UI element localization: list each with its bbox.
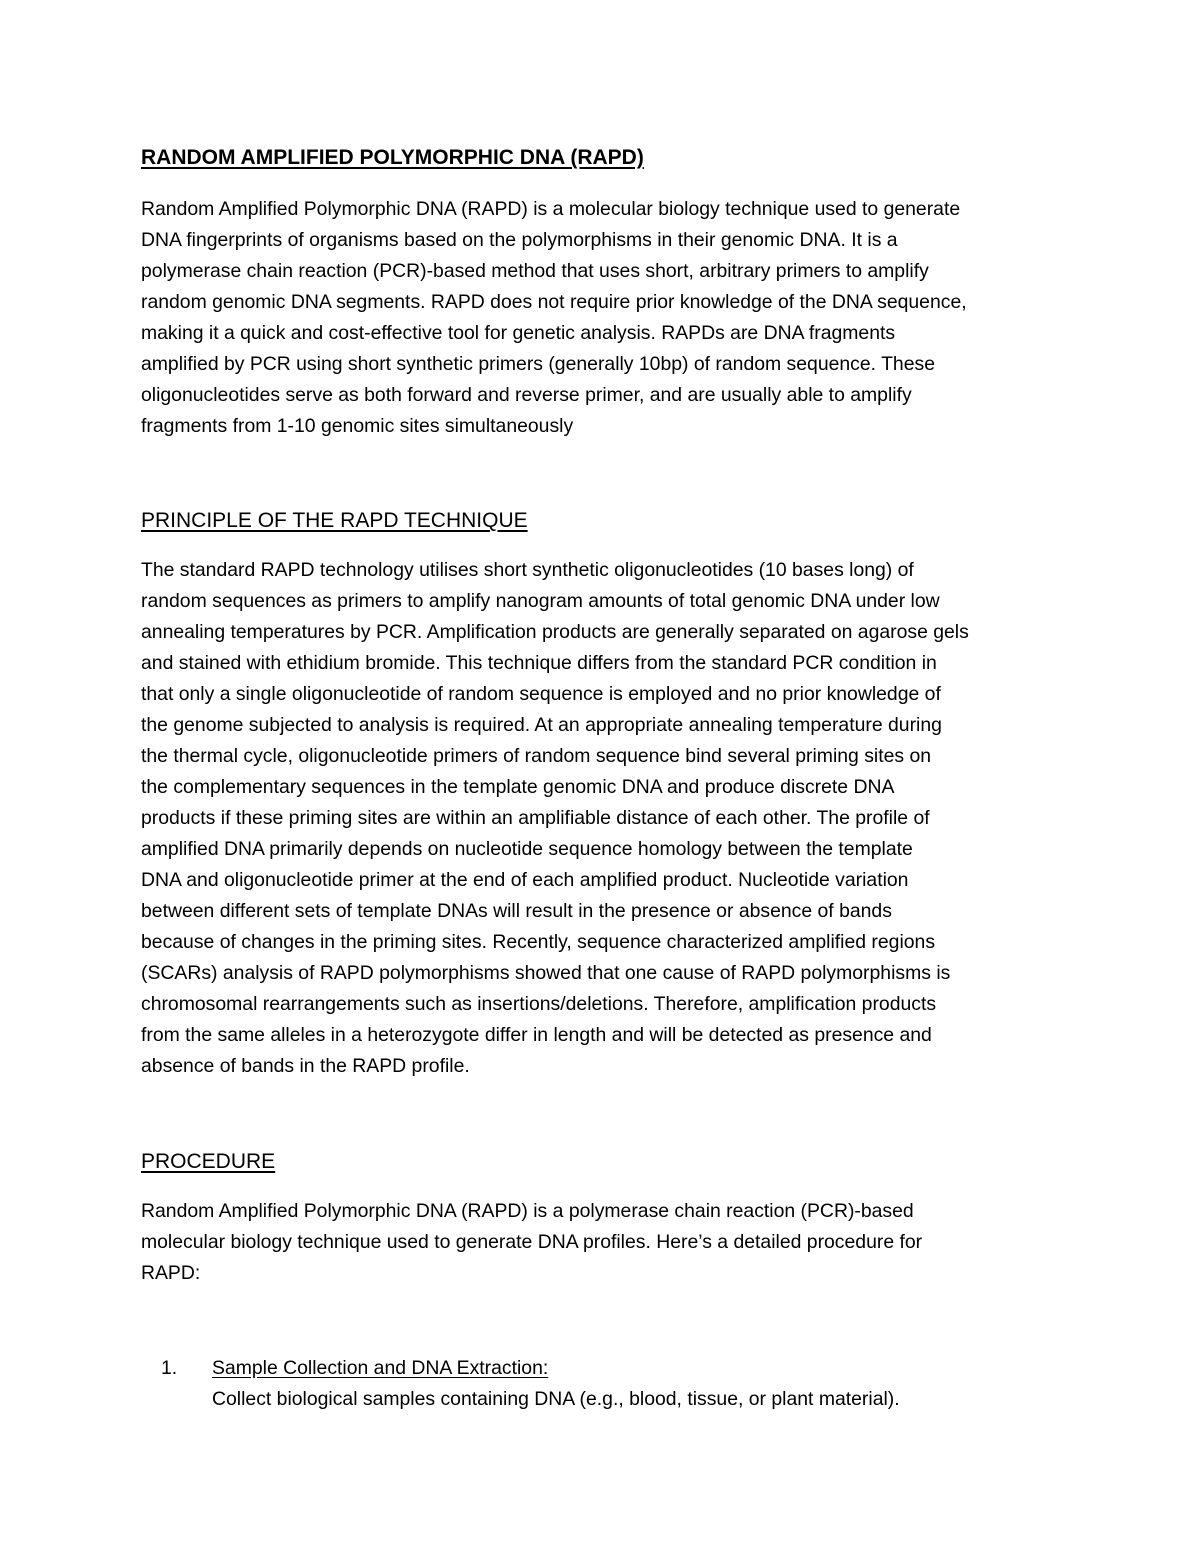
principle-line: (SCARs) analysis of RAPD polymorphisms showed that one cause of RAPD polymorphisms is bbox=[141, 962, 951, 984]
principle-line: The standard RAPD technology utilises short synthetic oligonucleotides (10 bases long) of bbox=[141, 559, 914, 581]
principle-paragraph bbox=[141, 555, 1051, 1082]
principle-line: products if these priming sites are within an amplifiable distance of each other. The profile of bbox=[141, 807, 930, 829]
intro-line: polymerase chain reaction (PCR)-based method that uses short, arbitrary primers to amplify bbox=[141, 260, 929, 282]
document-title: RANDOM AMPLIFIED POLYMORPHIC DNA (RAPD) bbox=[141, 146, 644, 169]
principle-line: because of changes in the priming sites. Recently, sequence characterized amplified regions bbox=[141, 931, 936, 953]
intro-line: oligonucleotides serve as both forward and reverse primer, and are usually able to amplify bbox=[141, 384, 912, 406]
step-description: Collect biological samples containing DNA (e.g., blood, tissue, or plant material). bbox=[212, 1388, 900, 1410]
principle-line: amplified DNA primarily depends on nucleotide sequence homology between the template bbox=[141, 838, 913, 860]
intro-line: random genomic DNA segments. RAPD does not require prior knowledge of the DNA sequence, bbox=[141, 291, 967, 313]
principle-line: and stained with ethidium bromide. This technique differs from the standard PCR condition in bbox=[141, 652, 937, 674]
principle-line: from the same alleles in a heterozygote differ in length and will be detected as presence and bbox=[141, 1024, 932, 1046]
step-title: Sample Collection and DNA Extraction: bbox=[212, 1357, 549, 1379]
procedure-steps-list bbox=[141, 1353, 1051, 1415]
principle-line: the genome subjected to analysis is required. At an appropriate annealing temperature during bbox=[141, 714, 942, 736]
intro-line: DNA fingerprints of organisms based on the polymorphisms in their genomic DNA. It is a bbox=[141, 229, 898, 251]
intro-paragraph bbox=[141, 194, 1051, 442]
principle-line: random sequences as primers to amplify nanogram amounts of total genomic DNA under low bbox=[141, 590, 940, 612]
procedure-paragraph bbox=[141, 1196, 1051, 1289]
intro-line: Random Amplified Polymorphic DNA (RAPD) is a molecular biology technique used to generate bbox=[141, 198, 961, 220]
principle-line: that only a single oligonucleotide of random sequence is employed and no prior knowledge of bbox=[141, 683, 941, 705]
procedure-heading: PROCEDURE bbox=[141, 1150, 276, 1173]
principle-line: the thermal cycle, oligonucleotide primers of random sequence bind several priming sites on bbox=[141, 745, 932, 767]
step-number: 1. bbox=[161, 1357, 178, 1379]
intro-line: amplified by PCR using short synthetic primers (generally 10bp) of random sequence. These bbox=[141, 353, 935, 375]
intro-line: fragments from 1-10 genomic sites simultaneously bbox=[141, 415, 574, 437]
procedure-line: RAPD: bbox=[141, 1262, 201, 1284]
principle-heading: PRINCIPLE OF THE RAPD TECHNIQUE bbox=[141, 509, 528, 532]
procedure-line: molecular biology technique used to generate DNA profiles. Here’s a detailed procedure for bbox=[141, 1231, 923, 1253]
principle-line: chromosomal rearrangements such as insertions/deletions. Therefore, amplification products bbox=[141, 993, 937, 1015]
procedure-line: Random Amplified Polymorphic DNA (RAPD) is a polymerase chain reaction (PCR)-based bbox=[141, 1200, 914, 1222]
principle-line: absence of bands in the RAPD profile. bbox=[141, 1055, 470, 1077]
intro-line: making it a quick and cost-effective tool for genetic analysis. RAPDs are DNA fragments bbox=[141, 322, 896, 344]
principle-line: DNA and oligonucleotide primer at the end of each amplified product. Nucleotide variation bbox=[141, 869, 909, 891]
principle-line: annealing temperatures by PCR. Amplification products are generally separated on agarose gels bbox=[141, 621, 969, 643]
principle-line: between different sets of template DNAs will result in the presence or absence of bands bbox=[141, 900, 892, 922]
principle-line: the complementary sequences in the template genomic DNA and produce discrete DNA bbox=[141, 776, 895, 798]
list-item bbox=[141, 1353, 1051, 1415]
